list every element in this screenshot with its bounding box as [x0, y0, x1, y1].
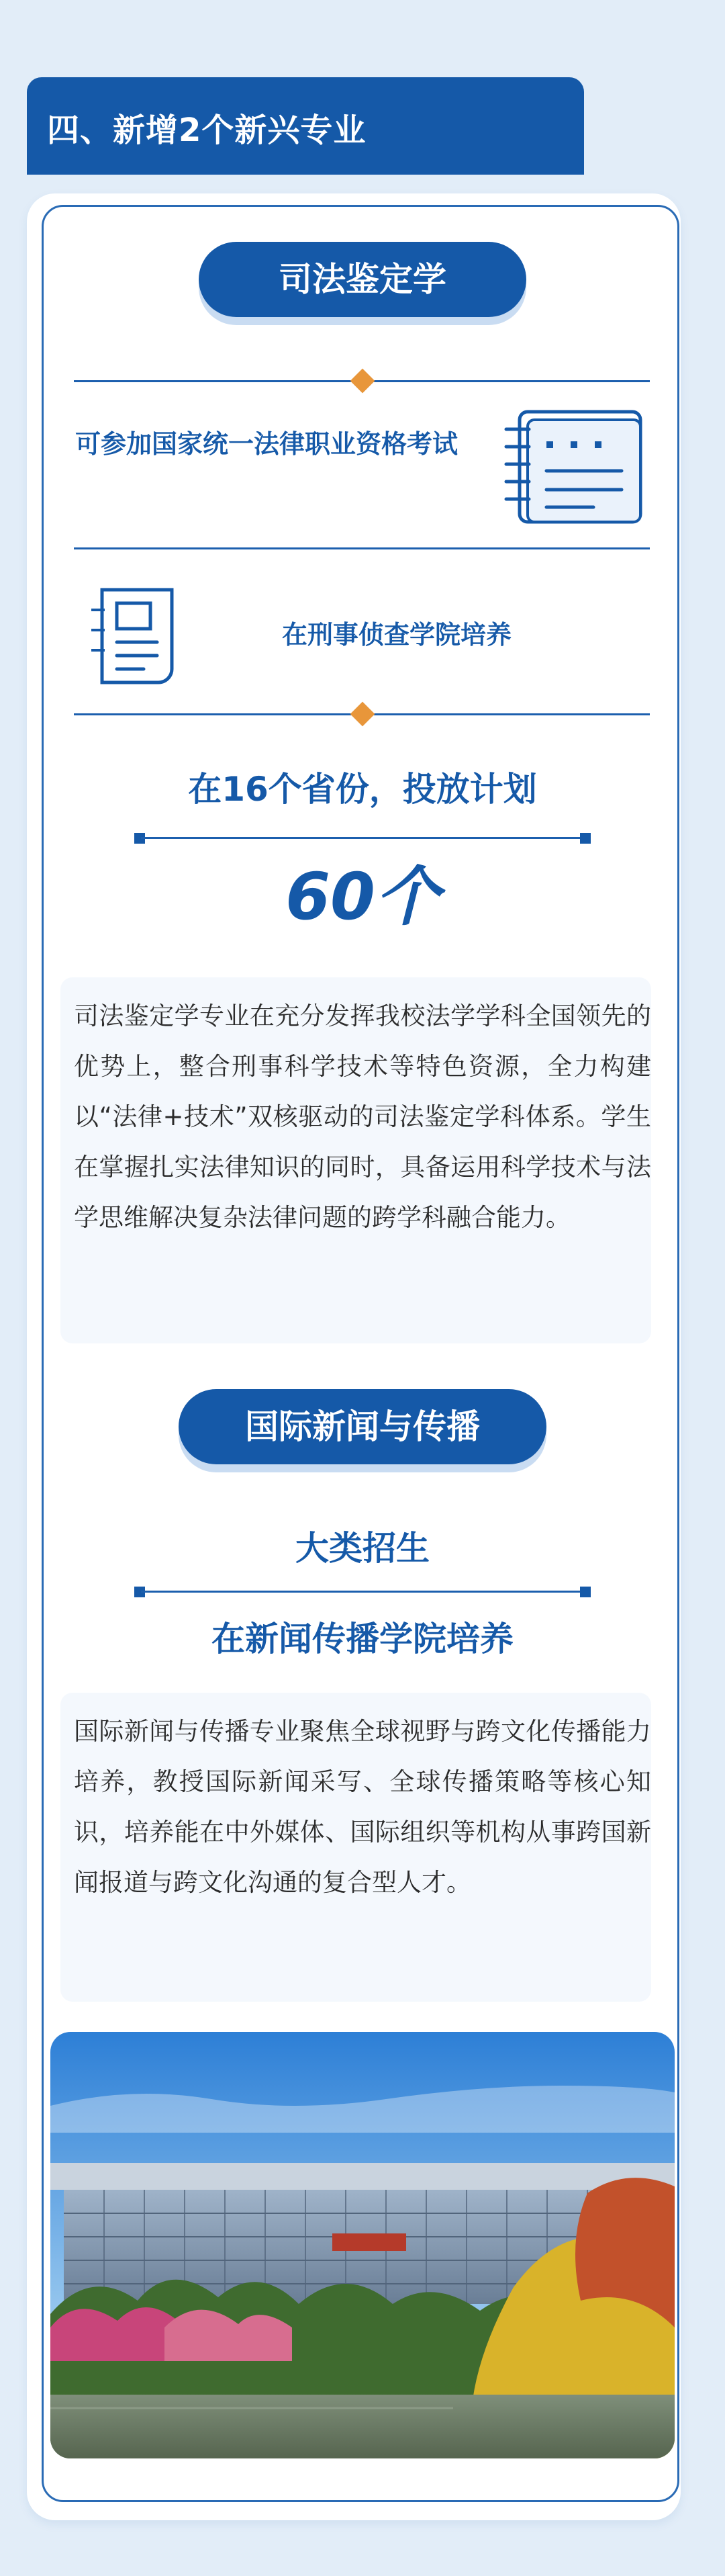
major1-description: 司法鉴定学专业在充分发挥我校法学学科全国领先的优势上，整合刑事科学技术等特色资源，全力构建以“法律+技术”双核驱动的司法鉴定学科体系。学生在掌握扎实法律知识的同时，具备运用科学技术与法学思维解决复杂法律问题的跨学科融合能力。	[74, 1002, 651, 1232]
major1-title-pill	[199, 242, 526, 317]
campus-photo	[50, 2032, 675, 2458]
section-title: 四、新增2个新兴专业	[47, 112, 367, 149]
major1-plan-count: 60个	[285, 859, 440, 934]
major2-college: 在新闻传播学院培养	[211, 1619, 514, 1658]
admission-line-right-marker	[580, 1587, 591, 1597]
major2-admission: 大类招生	[295, 1529, 430, 1568]
admission-underline	[141, 1591, 584, 1593]
divider-middle	[74, 547, 650, 549]
plan-line-right-marker	[580, 833, 591, 844]
notebook-icon	[501, 406, 645, 527]
major1-feature-college: 在刑事侦查学院培养	[282, 620, 512, 650]
document-icon	[87, 583, 185, 687]
major1-feature-exam: 可参加国家统一法律职业资格考试	[75, 429, 458, 459]
major2-title: 国际新闻与传播	[245, 1407, 480, 1446]
plan-underline	[141, 837, 584, 839]
major1-plan-text: 在16个省份，投放计划	[188, 770, 537, 809]
major2-description: 国际新闻与传播专业聚焦全球视野与跨文化传播能力培养，教授国际新闻采写、全球传播策略等核心知识，培养能在中外媒体、国际组织等机构从事跨国新闻报道与跨文化沟通的复合型人才。	[74, 1717, 651, 1897]
major1-title: 司法鉴定学	[279, 260, 446, 299]
major2-title-pill	[179, 1389, 546, 1464]
section-header	[27, 77, 584, 175]
